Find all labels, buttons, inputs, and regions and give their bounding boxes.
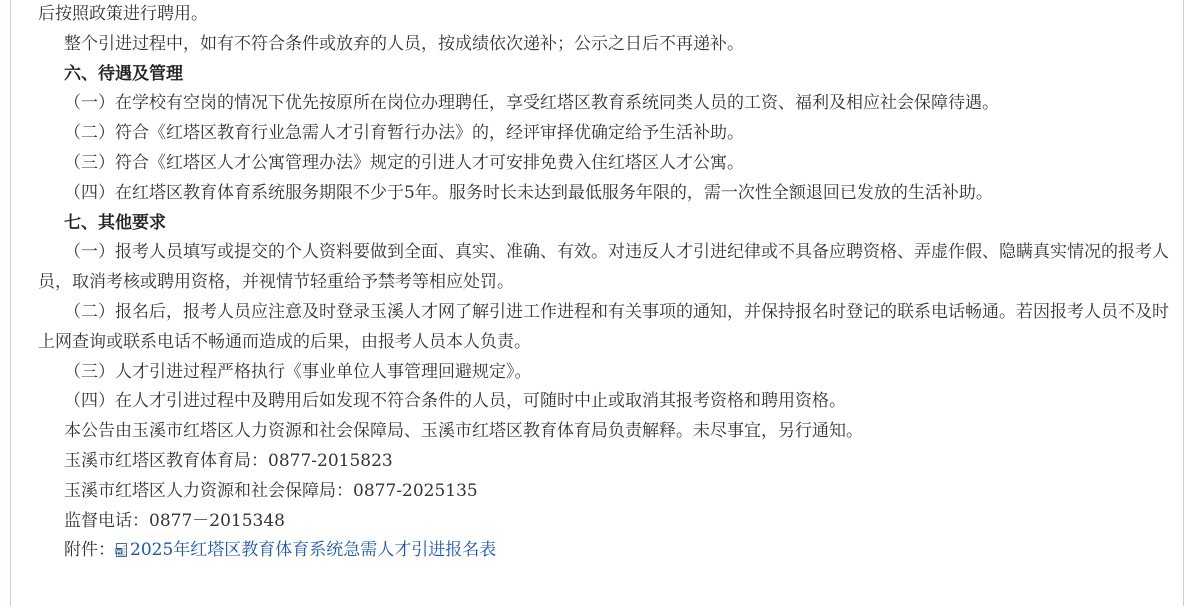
paragraph-replacement: 整个引进过程中，如有不符合条件或放弃的人员，按成绩依次递补；公示之日后不再递补。 [64, 33, 744, 54]
paragraph-other-1: （一）报考人员填写或提交的个人资料要做到全面、真实、准确、有效。对违反人才引进纪律或不具备应聘资格、弄虚作假、隐瞒真实情况的报考人员，取消考核或聘用资格，并视情节轻重给予禁考等相应处罚。 [38, 242, 1169, 293]
paragraph-other-2: （二）报名后，报考人员应注意及时登录玉溪人才网了解引进工作进程和有关事项的通知，并保持报名时登记的联系电话畅通。若因报考人员不及时上网查询或联系电话不畅通而造成的后果，由报考人员本人负责。 [38, 301, 1169, 352]
attachment-label: 附件： [64, 540, 115, 561]
paragraph-other-4: （四）在人才引进过程中及聘用后如发现不符合条件的人员，可随时中止或取消其报考资格和聘用资格。 [64, 391, 846, 412]
paragraph-other-3: （三）人才引进过程严格执行《事业单位人事管理回避规定》。 [64, 361, 532, 382]
contact-education-bureau: 玉溪市红塔区教育体育局：0877-2015823 [64, 450, 393, 471]
paragraph-treatment-1: （一）在学校有空岗的情况下优先按原所在岗位办理聘任，享受红塔区教育系统同类人员的工资、福利及相应社会保障待遇。 [64, 93, 999, 114]
attachment-row [38, 536, 1178, 566]
article-body [38, 0, 1178, 566]
paragraph-interpretation: 本公告由玉溪市红塔区人力资源和社会保障局、玉溪市红塔区教育体育局负责解释。未尽事宜，另行通知。 [64, 421, 863, 442]
contact-supervision: 监督电话：0877－2015348 [64, 510, 285, 531]
paragraph-treatment-3: （三）符合《红塔区人才公寓管理办法》规定的引进人才可安排免费入住红塔区人才公寓。 [64, 152, 744, 173]
contact-hr-bureau: 玉溪市红塔区人力资源和社会保障局：0877-2025135 [64, 480, 478, 501]
section-heading-other: 七、其他要求 [64, 212, 166, 233]
attachment-download-link[interactable]: 2025年红塔区教育体育系统急需人才引进报名表 [130, 540, 497, 561]
word-document-icon[interactable] [115, 543, 128, 557]
paragraph-treatment-4: （四）在红塔区教育体育系统服务期限不少于5年。服务时长未达到最低服务年限的，需一次性全额退回已发放的生活补助。 [64, 182, 993, 203]
paragraph-tail: 后按照政策进行聘用。 [38, 4, 208, 24]
paragraph-treatment-2: （二）符合《红塔区教育行业急需人才引育暂行办法》的，经评审择优确定给予生活补助。 [64, 123, 744, 144]
section-heading-treatment: 六、待遇及管理 [64, 63, 183, 84]
